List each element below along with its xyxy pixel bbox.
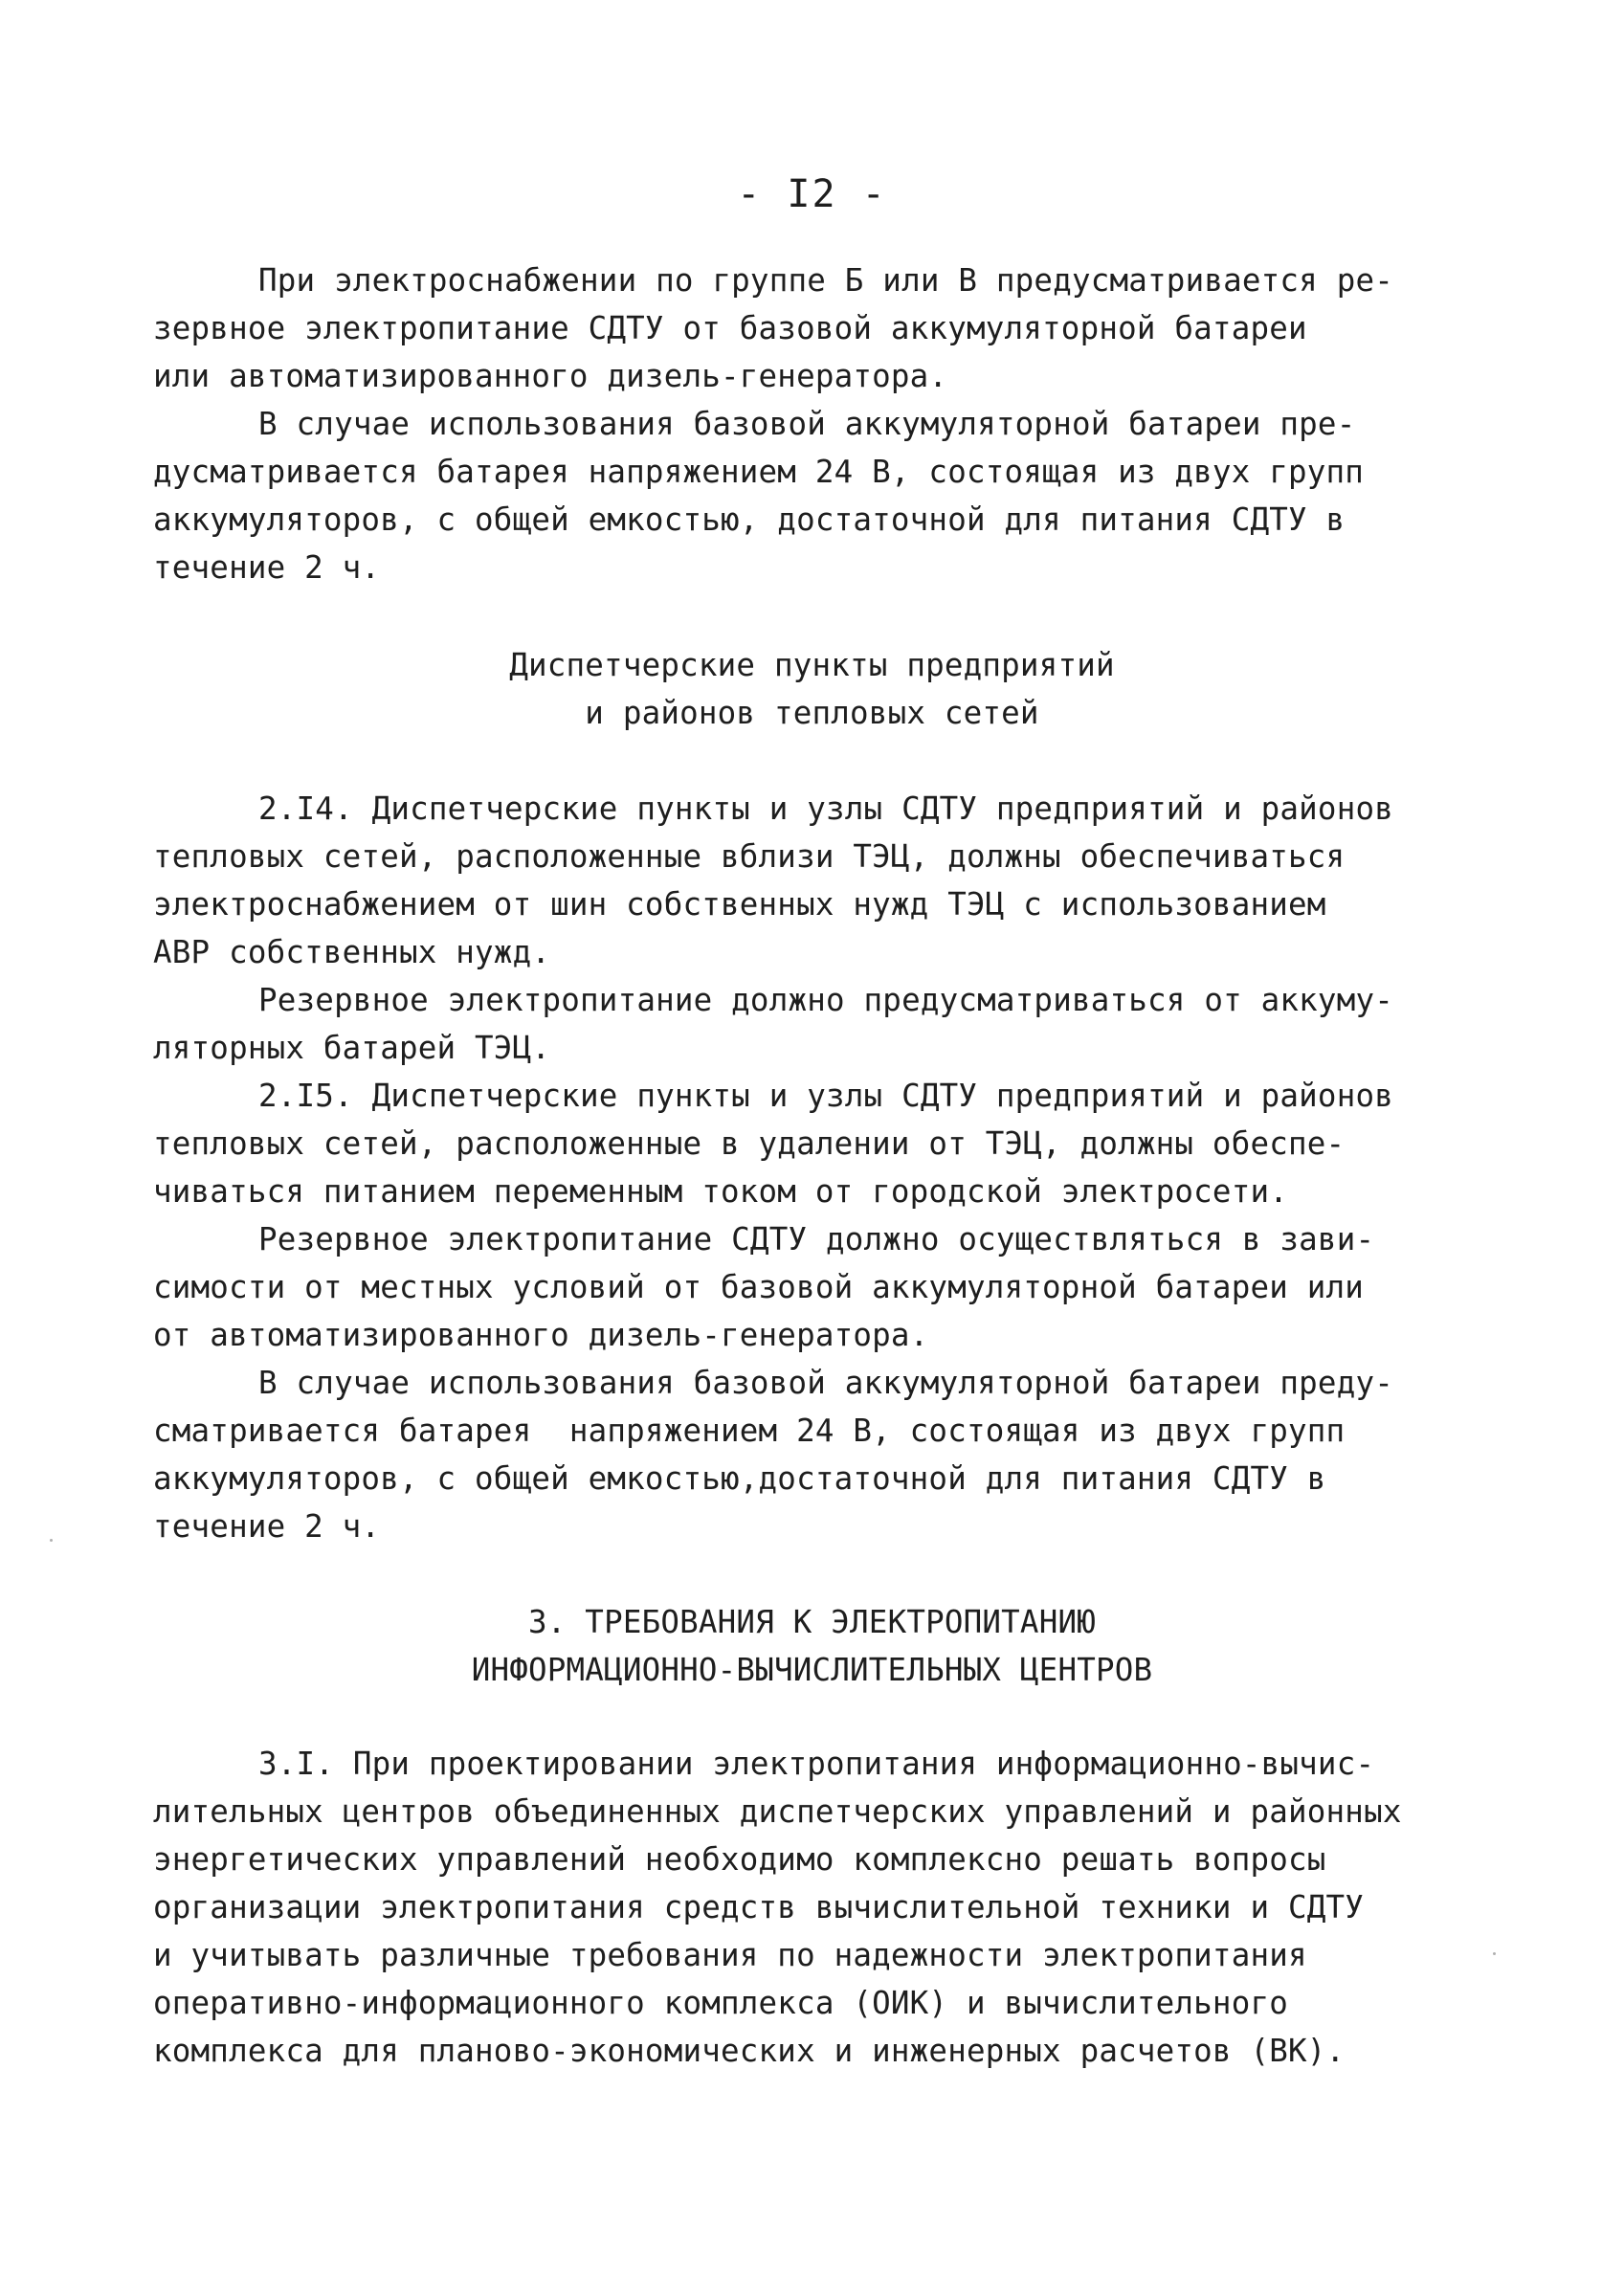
- paragraph-3-1: [153, 1740, 1435, 2075]
- text-line: тепловых сетей, расположенные в удалении от ТЭЦ, должны обеспе-: [153, 1125, 1346, 1162]
- paragraph-reserve-power-sdtu: [153, 1215, 1435, 1359]
- text-line: аккумуляторов, с общей емкостью,достаточной для питания СДТУ в: [153, 1460, 1326, 1497]
- heading-line: 3. ТРЕБОВАНИЯ К ЭЛЕКТРОПИТАНИЮ: [528, 1604, 1096, 1640]
- text-line: Резервное электропитание должно предусматриваться от аккуму-: [258, 982, 1393, 1018]
- paragraph-reserve-power-tec: [153, 976, 1435, 1072]
- section-heading-3: [0, 1598, 1624, 1694]
- scan-speck: [1493, 1952, 1496, 1955]
- text-line: комплекса для планово-экономических и инженерных расчетов (ВК).: [153, 2033, 1346, 2069]
- text-line: организации электропитания средств вычислительной техники и СДТУ: [153, 1889, 1365, 1925]
- text-line: дусматривается батарея напряжением 24 В, состоящая из двух групп: [153, 454, 1365, 490]
- text-line: сматривается батарея напряжением 24 В, состоящая из двух групп: [153, 1413, 1346, 1449]
- intro-paragraph-1: [153, 256, 1435, 400]
- text-line: аккумуляторов, с общей емкостью, достаточной для питания СДТУ в: [153, 501, 1346, 538]
- text-line: течение 2 ч.: [153, 549, 381, 586]
- text-line: от автоматизированного дизель-генератора.: [153, 1317, 929, 1353]
- text-line: Резервное электропитание СДТУ должно осуществляться в зави-: [258, 1221, 1375, 1257]
- text-line: симости от местных условий от базовой аккумуляторной батареи или: [153, 1269, 1365, 1305]
- text-line: или автоматизированного дизель-генератора.: [153, 358, 948, 394]
- text-line: В случае использования базовой аккумуляторной батареи преду-: [258, 1365, 1393, 1401]
- text-line: и учитывать различные требования по надежности электропитания: [153, 1937, 1307, 1973]
- text-line: течение 2 ч.: [153, 1508, 381, 1545]
- text-line: тепловых сетей, расположенные вблизи ТЭЦ, должны обеспечиваться: [153, 838, 1346, 875]
- scan-speck: [50, 1539, 53, 1542]
- paragraph-2-15: [153, 1072, 1435, 1215]
- text-line: зервное электропитание СДТУ от базовой аккумуляторной батареи: [153, 310, 1307, 346]
- text-line: При электроснабжении по группе Б или В предусматривается ре-: [258, 262, 1393, 299]
- page-number: - I2 -: [737, 172, 887, 216]
- text-line: В случае использования базовой аккумуляторной батареи пре-: [258, 406, 1356, 442]
- text-line: 2.I4. Диспетчерские пункты и узлы СДТУ предприятий и районов: [258, 790, 1393, 827]
- text-line: АВР собственных нужд.: [153, 934, 551, 970]
- text-line: чиваться питанием переменным током от городской электросети.: [153, 1173, 1288, 1210]
- text-line: ляторных батарей ТЭЦ.: [153, 1030, 551, 1066]
- text-line: 3.I. При проектировании электропитания информационно-вычис-: [258, 1746, 1375, 1782]
- intro-paragraph-2: [153, 400, 1435, 591]
- heading-line: Диспетчерские пункты предприятий: [509, 647, 1115, 683]
- text-line: энергетических управлений необходимо комплексно решать вопросы: [153, 1841, 1326, 1878]
- paragraph-2-14: [153, 785, 1435, 976]
- heading-line: ИНФОРМАЦИОННО-ВЫЧИСЛИТЕЛЬНЫХ ЦЕНТРОВ: [471, 1652, 1153, 1688]
- paragraph-battery-case: [153, 1359, 1435, 1550]
- text-line: 2.I5. Диспетчерские пункты и узлы СДТУ предприятий и районов: [258, 1078, 1393, 1114]
- section-heading-dispatch-points: [0, 641, 1624, 737]
- text-line: лительных центров объединенных диспетчерских управлений и районных: [153, 1793, 1402, 1830]
- text-line: оперативно-информационного комплекса (ОИК) и вычислительного: [153, 1985, 1288, 2021]
- heading-line: и районов тепловых сетей: [585, 695, 1039, 731]
- text-line: электроснабжением от шин собственных нужд ТЭЦ с использованием: [153, 886, 1326, 923]
